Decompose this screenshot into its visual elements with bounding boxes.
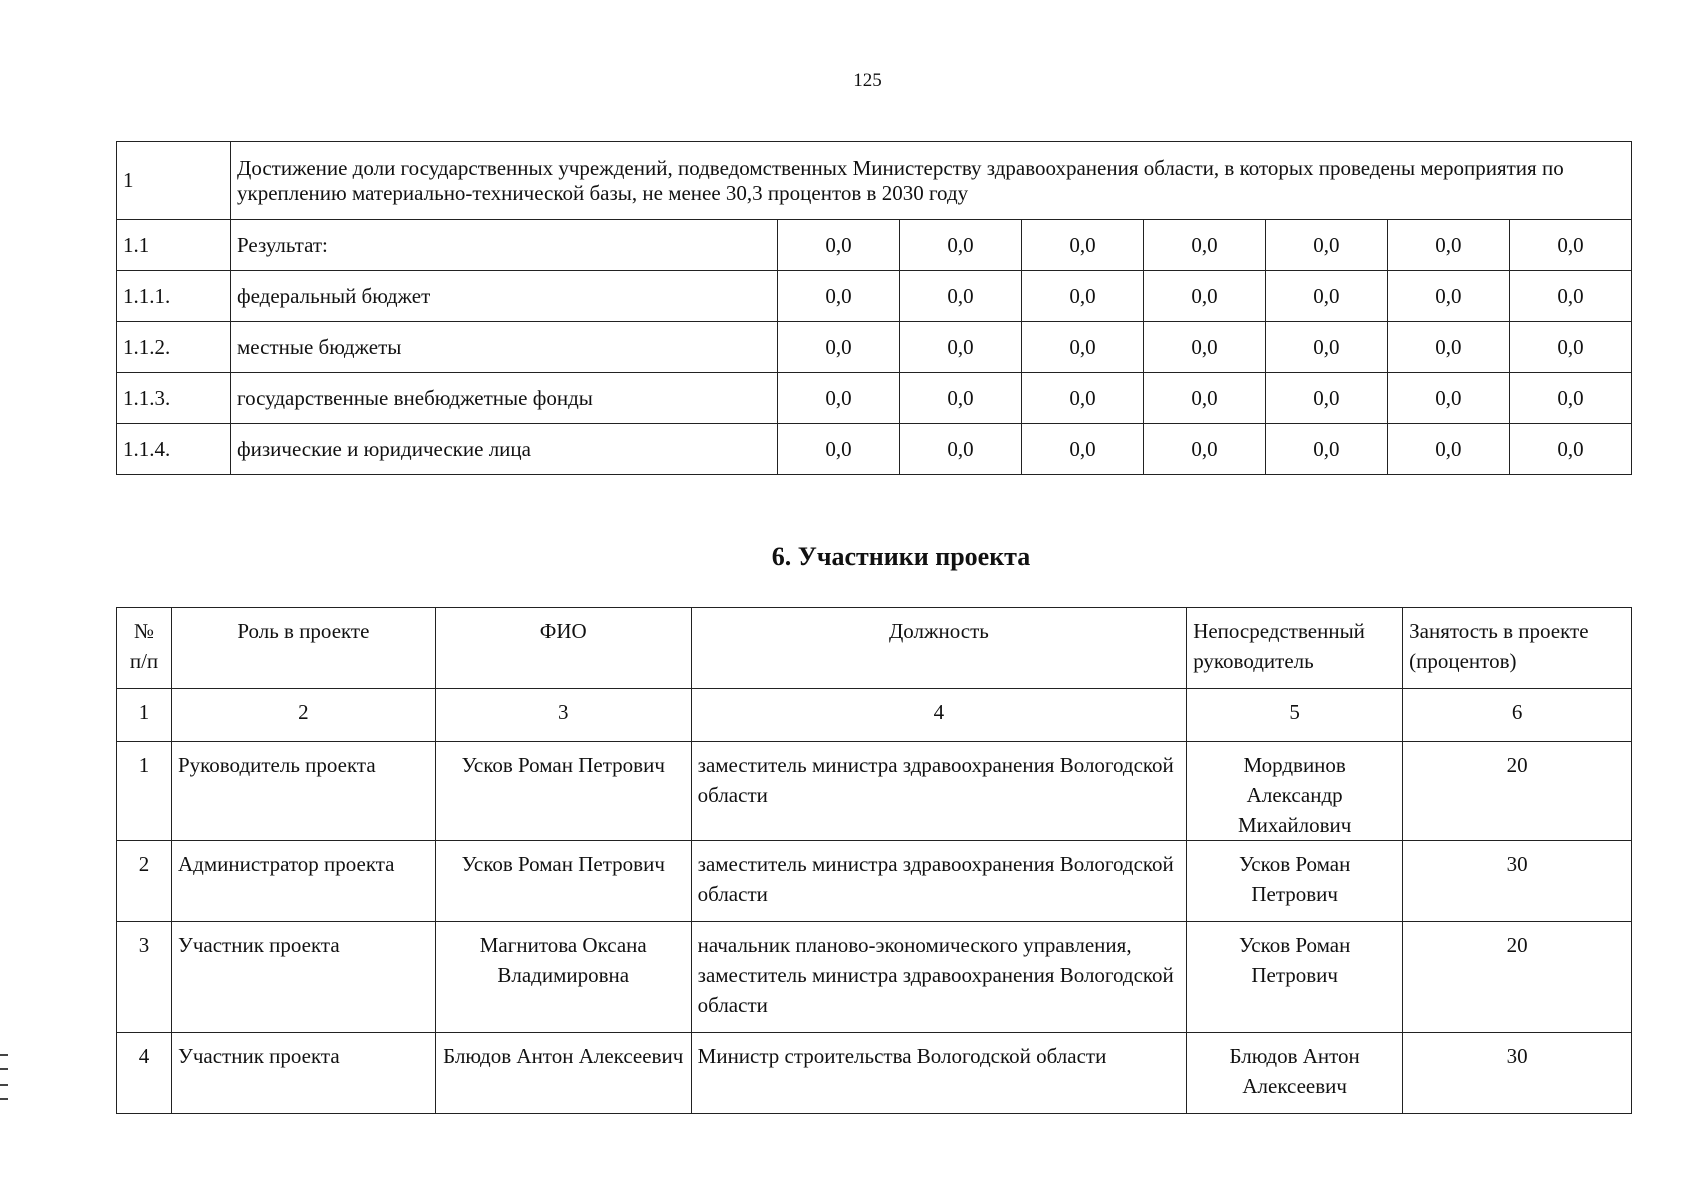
- participant-manager: Усков Роман Петрович: [1187, 841, 1403, 922]
- value-cell: 0,0: [899, 220, 1021, 271]
- column-number: 3: [435, 689, 691, 742]
- participant-name: Усков Роман Петрович: [435, 841, 691, 922]
- value-cell: 0,0: [1387, 322, 1509, 373]
- participant-role: Участник проекта: [171, 922, 435, 1033]
- header-cell: Должность: [691, 608, 1187, 689]
- participant-name: Магнитова Оксана Владимировна: [435, 922, 691, 1033]
- value-cell: 0,0: [1387, 424, 1509, 475]
- participant-name: Блюдов Антон Алексеевич: [435, 1033, 691, 1114]
- row-index: 1.1.4.: [117, 424, 231, 475]
- header-cell: ФИО: [435, 608, 691, 689]
- value-cell: 0,0: [1387, 271, 1509, 322]
- header-row: [117, 608, 1632, 689]
- participant-role: Участник проекта: [171, 1033, 435, 1114]
- participant-num: 2: [117, 841, 172, 922]
- goal-text: Достижение доли государственных учреждений, подведомственных Министерству здравоохранения области, в которых проведены мероприятия по укреплению материально-технической базы, не менее 30,3 процентов в 2030 году: [231, 142, 1632, 220]
- value-cell: 0,0: [1021, 322, 1143, 373]
- header-cell: Непосредственный руководитель: [1187, 608, 1403, 689]
- row-label: государственные внебюджетные фонды: [231, 373, 778, 424]
- funding-row: [117, 424, 1632, 475]
- section-title: 6. Участники проекта: [771, 542, 1031, 571]
- funding-row: [117, 271, 1632, 322]
- header-cell: № п/п: [117, 608, 172, 689]
- value-cell: 0,0: [899, 271, 1021, 322]
- header-cell: Роль в проекте: [171, 608, 435, 689]
- participant-load: 20: [1403, 742, 1632, 841]
- value-cell: 0,0: [1509, 373, 1631, 424]
- row-label: федеральный бюджет: [231, 271, 778, 322]
- funding-row: [117, 373, 1632, 424]
- participants-table: [116, 607, 1632, 1114]
- value-cell: 0,0: [1021, 373, 1143, 424]
- participant-num: 1: [117, 742, 172, 841]
- funding-row: [117, 322, 1632, 373]
- value-cell: 0,0: [1265, 220, 1387, 271]
- value-cell: 0,0: [778, 322, 900, 373]
- goal-index: 1: [117, 142, 231, 220]
- value-cell: 0,0: [1387, 373, 1509, 424]
- participant-row: [117, 1033, 1632, 1114]
- column-number: 4: [691, 689, 1187, 742]
- participant-position: заместитель министра здравоохранения Вологодской области: [691, 742, 1187, 841]
- value-cell: 0,0: [1021, 424, 1143, 475]
- participant-position: заместитель министра здравоохранения Вологодской области: [691, 841, 1187, 922]
- value-cell: 0,0: [1387, 220, 1509, 271]
- funding-row: [117, 220, 1632, 271]
- value-cell: 0,0: [899, 322, 1021, 373]
- value-cell: 0,0: [1509, 271, 1631, 322]
- value-cell: 0,0: [778, 424, 900, 475]
- column-number: 5: [1187, 689, 1403, 742]
- funding-table: [116, 141, 1632, 475]
- value-cell: 0,0: [1509, 322, 1631, 373]
- participant-name: Усков Роман Петрович: [435, 742, 691, 841]
- value-cell: 0,0: [778, 220, 900, 271]
- column-number-row: [117, 689, 1632, 742]
- value-cell: 0,0: [1021, 271, 1143, 322]
- value-cell: 0,0: [778, 271, 900, 322]
- participant-row: [117, 841, 1632, 922]
- participant-manager: Усков Роман Петрович: [1187, 922, 1403, 1033]
- value-cell: 0,0: [1265, 373, 1387, 424]
- row-index: 1.1.3.: [117, 373, 231, 424]
- value-cell: 0,0: [1143, 373, 1265, 424]
- value-cell: 0,0: [1265, 424, 1387, 475]
- participant-manager: Мордвинов Александр Михайлович: [1187, 742, 1403, 841]
- row-label: физические и юридические лица: [231, 424, 778, 475]
- value-cell: 0,0: [899, 373, 1021, 424]
- row-index: 1.1.1.: [117, 271, 231, 322]
- participant-manager: Блюдов Антон Алексеевич: [1187, 1033, 1403, 1114]
- value-cell: 0,0: [899, 424, 1021, 475]
- page-number: 125: [853, 70, 882, 91]
- goal-row: [117, 142, 1632, 220]
- value-cell: 0,0: [1143, 220, 1265, 271]
- participant-load: 30: [1403, 1033, 1632, 1114]
- participant-position: начальник планово-экономического управления, заместитель министра здравоохранения Вологодской области: [691, 922, 1187, 1033]
- participant-role: Администратор проекта: [171, 841, 435, 922]
- value-cell: 0,0: [778, 373, 900, 424]
- margin-mark: [0, 1054, 8, 1100]
- value-cell: 0,0: [1265, 322, 1387, 373]
- value-cell: 0,0: [1509, 220, 1631, 271]
- participant-position: Министр строительства Вологодской области: [691, 1033, 1187, 1114]
- participant-num: 4: [117, 1033, 172, 1114]
- column-number: 1: [117, 689, 172, 742]
- row-label: Результат:: [231, 220, 778, 271]
- participant-row: [117, 742, 1632, 841]
- header-cell: Занятость в проекте (процентов): [1403, 608, 1632, 689]
- participant-load: 20: [1403, 922, 1632, 1033]
- participant-num: 3: [117, 922, 172, 1033]
- participant-load: 30: [1403, 841, 1632, 922]
- row-label: местные бюджеты: [231, 322, 778, 373]
- participant-row: [117, 922, 1632, 1033]
- column-number: 6: [1403, 689, 1632, 742]
- row-index: 1.1.2.: [117, 322, 231, 373]
- value-cell: 0,0: [1143, 424, 1265, 475]
- value-cell: 0,0: [1265, 271, 1387, 322]
- value-cell: 0,0: [1021, 220, 1143, 271]
- participant-role: Руководитель проекта: [171, 742, 435, 841]
- value-cell: 0,0: [1143, 322, 1265, 373]
- value-cell: 0,0: [1143, 271, 1265, 322]
- column-number: 2: [171, 689, 435, 742]
- row-index: 1.1: [117, 220, 231, 271]
- value-cell: 0,0: [1509, 424, 1631, 475]
